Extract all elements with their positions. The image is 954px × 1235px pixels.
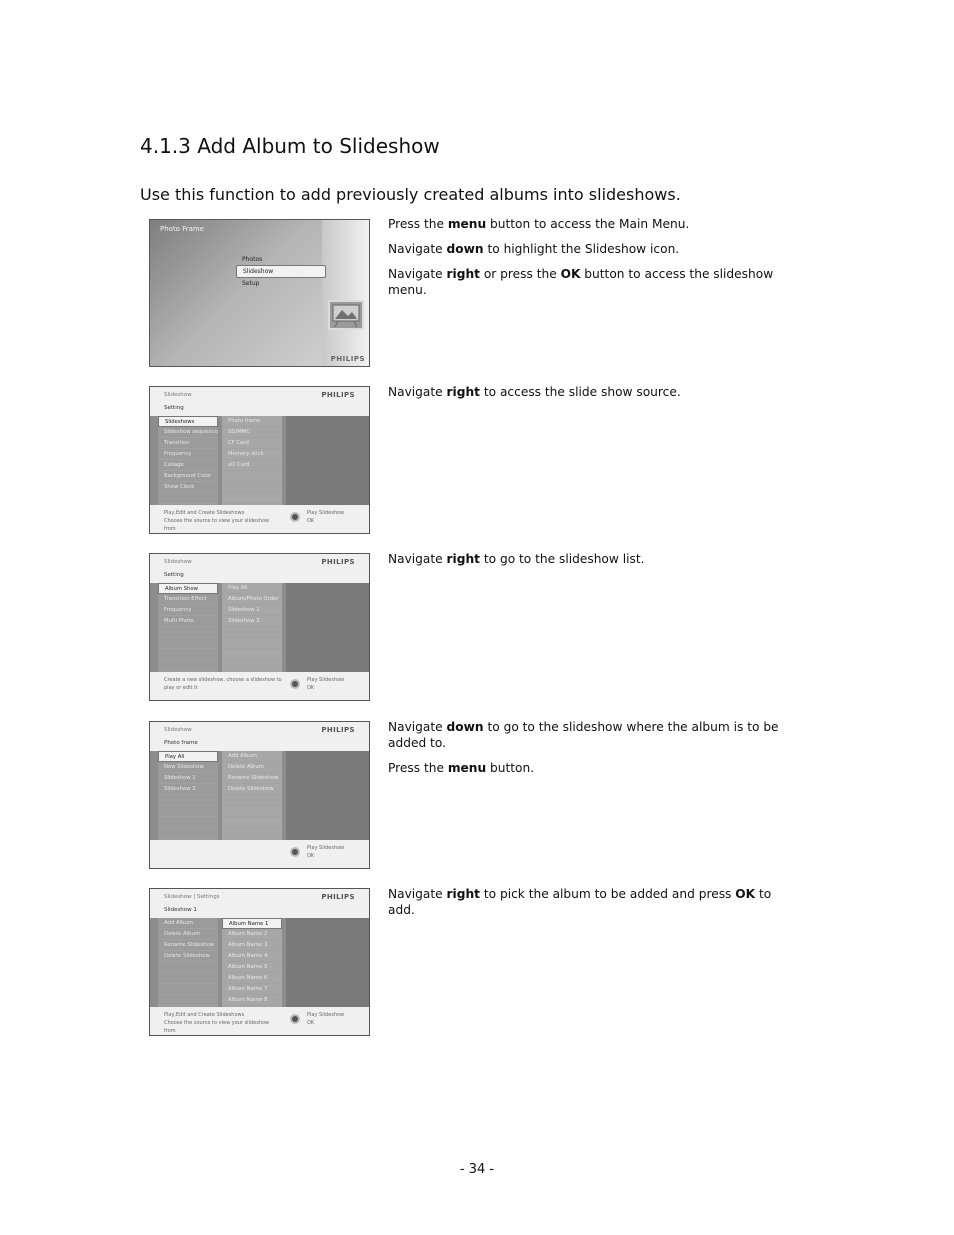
menu-row [158, 962, 218, 973]
screen-breadcrumb: Slideshow [164, 727, 192, 733]
screen-subtitle: Setting [164, 572, 184, 578]
menu-column-left [158, 751, 218, 850]
menu-row: Delete Slideshow [158, 951, 218, 962]
screen-footer [150, 672, 369, 701]
menu-row [158, 828, 218, 839]
menu-row: Collage [158, 460, 218, 471]
menu-column-left [158, 583, 218, 682]
menu-row [222, 471, 282, 482]
step-line [388, 241, 800, 257]
step-text-run: to go to the slideshow where the album is to be added to. [388, 720, 779, 750]
menu-column-right [222, 416, 282, 515]
menu-row [222, 493, 282, 504]
key-term: right [446, 887, 480, 901]
menu-row [158, 795, 218, 806]
preview-pane [286, 416, 369, 505]
screen-breadcrumb: Slideshow [164, 559, 192, 565]
menu-row [222, 660, 282, 671]
step-text-run: Navigate [388, 720, 447, 734]
step-text-run: Press the [388, 217, 448, 231]
step-text-run: button to access the Main Menu. [486, 217, 690, 231]
intro-text: Use this function to add previously created albums into slideshows. [140, 185, 681, 204]
screen-footer [150, 1007, 369, 1036]
menu-row: Slideshow 2 [222, 616, 282, 627]
preview-pane [286, 583, 369, 672]
key-hints: Play Slideshow OK [307, 1012, 345, 1026]
menu-row [222, 817, 282, 828]
menu-column-right [222, 751, 282, 850]
step-text-run: to go to the slideshow list. [479, 552, 645, 566]
section-heading: 4.1.3 Add Album to Slideshow [140, 134, 440, 158]
menu-row: Frequency [158, 605, 218, 616]
menu-row: Album Name 2 [222, 929, 282, 940]
philips-logo: PHILIPS [321, 558, 355, 566]
ok-button-icon [290, 1014, 300, 1024]
menu-row [158, 638, 218, 649]
menu-row: Memory stick [222, 449, 282, 460]
menu-column-left [158, 416, 218, 515]
menu-column-right [222, 583, 282, 682]
menu-row: Play All [222, 583, 282, 594]
side-panel [322, 220, 370, 367]
step-text-run: to add. [388, 887, 772, 917]
help-text: Create a new slideshow, choose a slideshow to play or edit it [164, 677, 282, 691]
step-line [388, 551, 800, 567]
ok-button-icon [290, 679, 300, 689]
menu-row: Delete Slideshow [222, 784, 282, 795]
menu-row: Album Name 6 [222, 973, 282, 984]
philips-logo: PHILIPS [321, 391, 355, 399]
step-line [388, 216, 800, 232]
key-term: down [446, 720, 484, 734]
menu-row [158, 627, 218, 638]
menu-row: Album Show [158, 583, 218, 594]
menu-row [158, 806, 218, 817]
step-text-run: Navigate [388, 267, 447, 281]
menu-row [222, 482, 282, 493]
menu-row: Delete Album [222, 762, 282, 773]
menu-row: CF Card [222, 438, 282, 449]
preview-pane [286, 918, 369, 1007]
key-term: OK [735, 887, 756, 901]
key-hints: Play Slideshow OK [307, 510, 345, 524]
menu-row: Frequency [158, 449, 218, 460]
menu-row: Album Name 4 [222, 951, 282, 962]
menu-row: Album Name 8 [222, 995, 282, 1006]
menu-row [158, 660, 218, 671]
menu-row: Transition Effect [158, 594, 218, 605]
page-number: - 34 - [459, 1162, 495, 1177]
menu-row: Add Album [158, 918, 218, 929]
menu-item-slideshow: Slideshow [236, 265, 326, 278]
menu-row [158, 995, 218, 1006]
menu-row [158, 984, 218, 995]
screen-subtitle: Slideshow 1 [164, 907, 197, 913]
menu-row [222, 806, 282, 817]
key-term: right [446, 385, 480, 399]
menu-row [222, 795, 282, 806]
step-text-3 [388, 551, 800, 576]
menu-row [158, 493, 218, 504]
menu-row: Photo frame [222, 416, 282, 427]
menu-row [158, 973, 218, 984]
menu-row [222, 649, 282, 660]
screen-footer [150, 505, 369, 534]
album-pick-screenshot [149, 888, 370, 1036]
menu-row [222, 828, 282, 839]
menu-row [158, 817, 218, 828]
philips-logo: PHILIPS [321, 893, 355, 901]
step-text-run: to highlight the Slideshow icon. [483, 242, 680, 256]
menu-row: Rename Slideshow [222, 773, 282, 784]
step-text-run: to pick the album to be added and press [479, 887, 736, 901]
main-menu-list [236, 254, 326, 289]
menu-row: Add Album [222, 751, 282, 762]
key-term: menu [447, 761, 487, 775]
help-text: Play,Edit and Create Slideshows Choose the source to view your slideshow from [164, 1012, 270, 1034]
screen-breadcrumb: Slideshow [164, 392, 192, 398]
ok-button-icon [290, 847, 300, 857]
ok-button-icon [290, 512, 300, 522]
step-text-run: to access the slide show source. [479, 385, 681, 399]
menu-row [222, 627, 282, 638]
key-term: down [446, 242, 484, 256]
step-text-run: or press the [479, 267, 561, 281]
step-line [388, 384, 800, 400]
menu-row: Album/Photo Order [222, 594, 282, 605]
menu-row: Background Color [158, 471, 218, 482]
menu-row: xD Card [222, 460, 282, 471]
step-text-5 [388, 886, 800, 927]
menu-row: Album Name 7 [222, 984, 282, 995]
screen-footer [150, 840, 369, 869]
menu-row: Album Name 5 [222, 962, 282, 973]
slideshow-select-screenshot [149, 721, 370, 869]
step-text-run: button. [486, 761, 535, 775]
step-text-run: Navigate [388, 385, 447, 399]
menu-row: SD/MMC [222, 427, 282, 438]
step-text-1 [388, 216, 800, 307]
screen-subtitle: Photo frame [164, 740, 198, 746]
main-menu-screenshot [149, 219, 370, 367]
step-text-2 [388, 384, 800, 409]
menu-item-setup: Setup [242, 280, 260, 287]
step-line [388, 266, 800, 298]
menu-row: Slideshow sequence [158, 427, 218, 438]
menu-row: Slideshow 1 [158, 773, 218, 784]
key-term: OK [560, 267, 581, 281]
key-hints: Play Slideshow OK [307, 845, 345, 859]
menu-row: Album Name 3 [222, 940, 282, 951]
step-text-run: button to access the slideshow menu. [388, 267, 774, 297]
menu-item-photos: Photos [242, 256, 263, 263]
menu-row [222, 638, 282, 649]
menu-row: Show Clock [158, 482, 218, 493]
key-term: right [446, 552, 480, 566]
step-line [388, 719, 800, 751]
step-text-4 [388, 719, 800, 785]
slideshow-icon [328, 300, 364, 330]
menu-row: Slideshow 2 [158, 784, 218, 795]
menu-row: Slideshow 1 [222, 605, 282, 616]
philips-logo: PHILIPS [321, 726, 355, 734]
screen-breadcrumb: Slideshow | Settings [164, 894, 220, 900]
menu-row: Delete Album [158, 929, 218, 940]
screen-title: Photo Frame [160, 225, 205, 233]
key-term: menu [447, 217, 487, 231]
menu-column-left [158, 918, 218, 1017]
screen-subtitle: Setting [164, 405, 184, 411]
menu-row: Multi Photo [158, 616, 218, 627]
menu-row [158, 649, 218, 660]
slideshow-list-screenshot [149, 553, 370, 701]
step-text-run: Navigate [388, 552, 447, 566]
menu-row: Rename Slideshow [158, 940, 218, 951]
help-text: Play,Edit and Create Slideshows Choose the source to view your slideshow from [164, 510, 270, 532]
menu-row: Album Name 1 [222, 918, 282, 929]
preview-pane [286, 751, 369, 840]
menu-row: Play All [158, 751, 218, 762]
step-text-run: Navigate [388, 887, 447, 901]
key-term: right [446, 267, 480, 281]
slideshow-source-screenshot [149, 386, 370, 534]
step-text-run: Press the [388, 761, 448, 775]
step-text-run: Navigate [388, 242, 447, 256]
step-line [388, 886, 800, 918]
menu-row: Transition [158, 438, 218, 449]
menu-row: Slideshows [158, 416, 218, 427]
menu-row: New Slideshow [158, 762, 218, 773]
key-hints: Play Slideshow OK [307, 677, 345, 691]
philips-logo: PHILIPS [330, 355, 365, 363]
step-line [388, 760, 800, 776]
menu-column-right [222, 918, 282, 1017]
